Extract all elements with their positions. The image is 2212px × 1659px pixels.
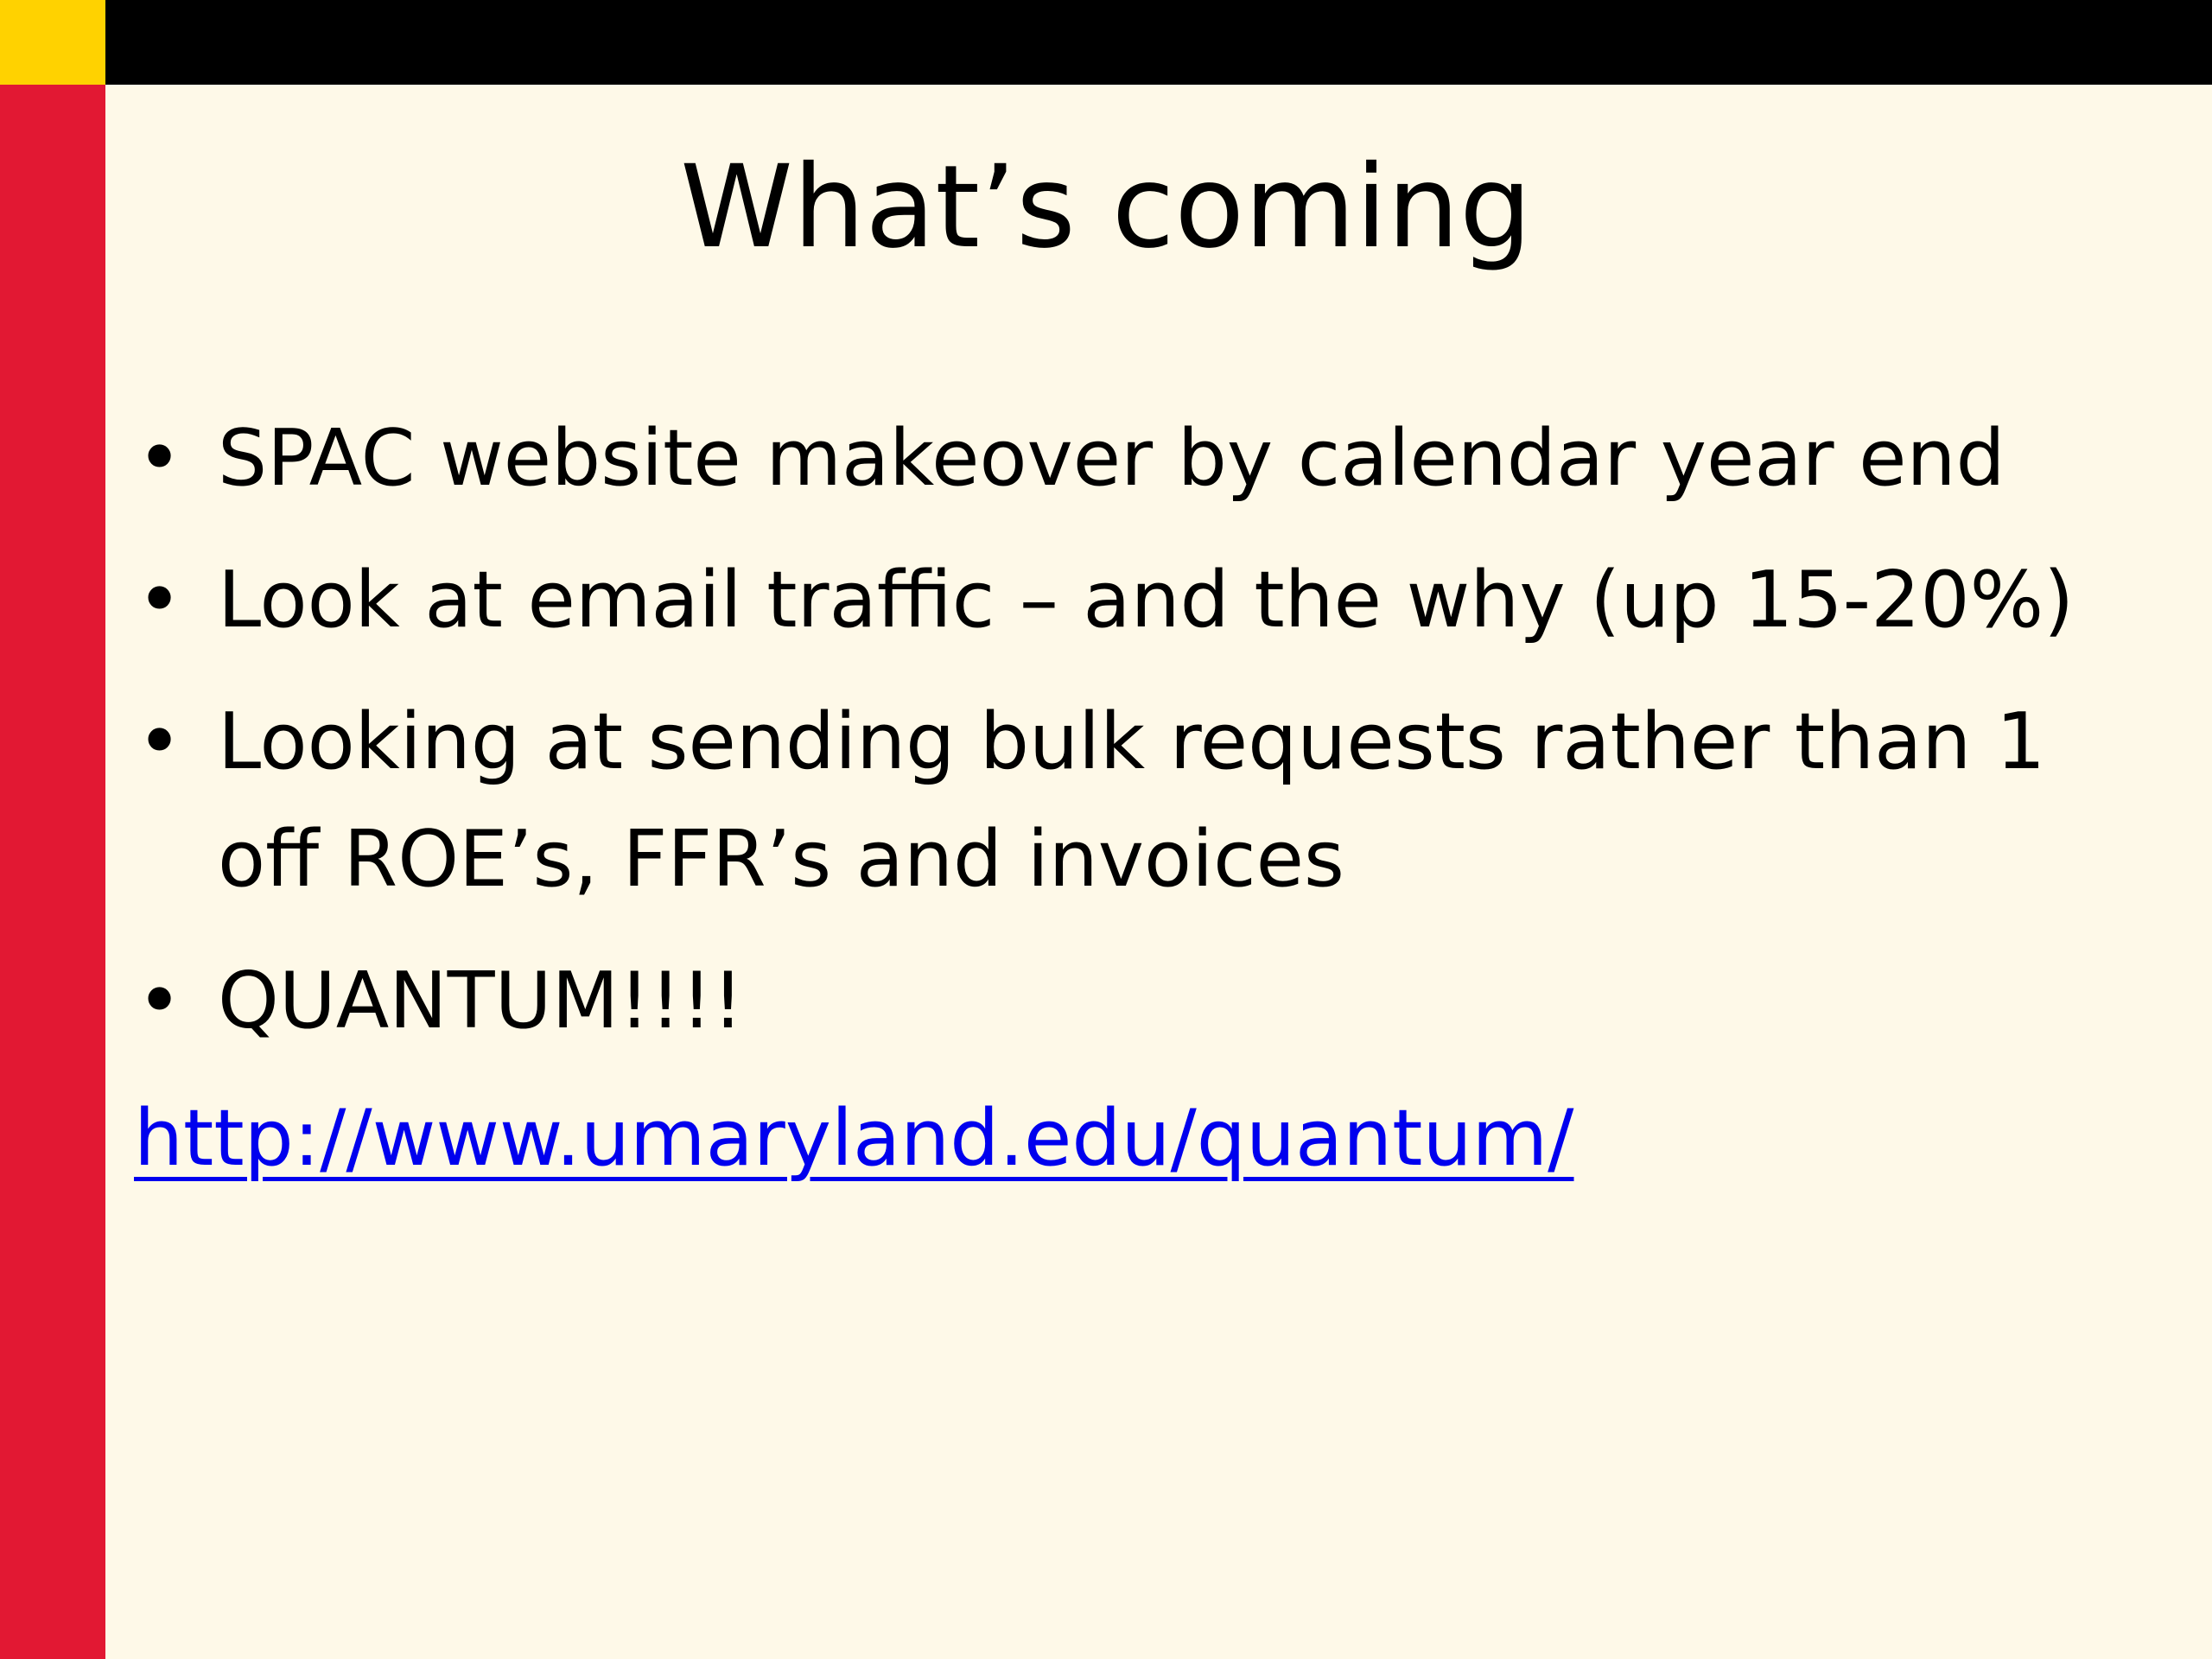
slide-title: What’s coming <box>680 141 1532 274</box>
left-red-bar <box>0 0 105 1659</box>
bullet-dot-icon: • <box>137 413 183 504</box>
bullet-dot-icon: • <box>137 956 183 1046</box>
top-black-bar <box>0 0 2212 85</box>
bullet-list <box>130 400 2186 1084</box>
bullet-text: QUANTUM!!!! <box>218 956 744 1046</box>
bullet-item <box>130 943 2186 1060</box>
quantum-link[interactable]: http://www.umaryland.edu/quantum/ <box>134 1093 1574 1184</box>
bullet-dot-icon: • <box>137 696 183 787</box>
bullet-item <box>130 542 2186 659</box>
bullet-item <box>130 400 2186 518</box>
bullet-dot-icon: • <box>137 555 183 645</box>
bullet-item <box>130 683 2186 918</box>
corner-gold-block <box>0 0 105 85</box>
bullet-text: Looking at sending bulk requests rather than 1 off ROE’s, FFR’s and invoices <box>218 696 2046 905</box>
bullet-text: Look at email traffic – and the why (up 15-20%) <box>218 555 2075 645</box>
bullet-text: SPAC website makeover by calendar year end <box>218 413 2005 504</box>
